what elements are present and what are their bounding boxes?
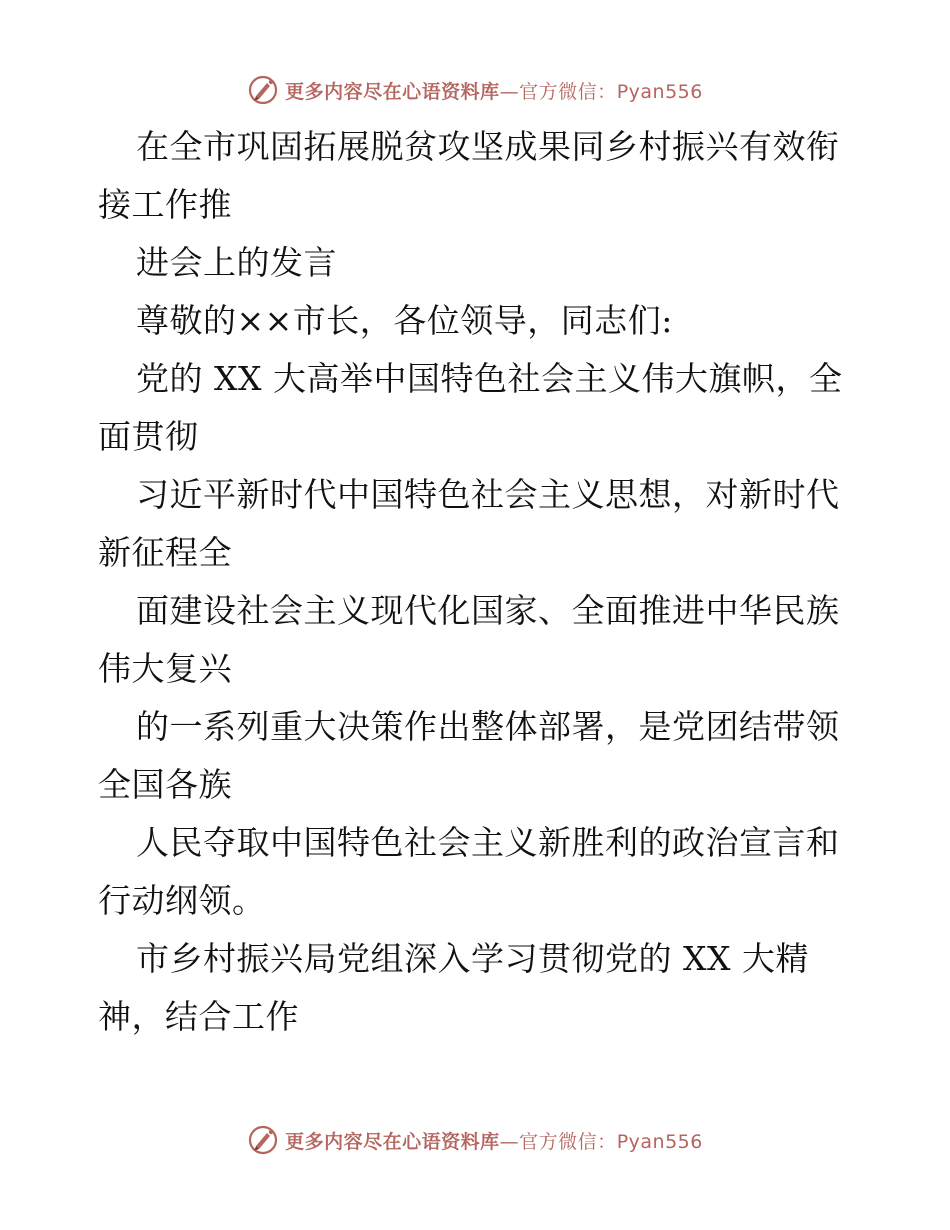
footer-separator: — [499,1130,520,1153]
text-line: 新征程全 [98,533,232,572]
banner-wechat-label: 官方微信： [519,80,617,103]
text-line: 党的 XX 大高举中国特色社会主义伟大旗帜，全 [136,359,843,398]
footer-banner [0,1120,950,1160]
text-line: 接工作推 [98,185,232,224]
pen-circle-logo-icon [247,74,279,106]
text-line: 人民夺取中国特色社会主义新胜利的政治宣言和 [136,823,840,862]
text-line: 的一系列重大决策作出整体部署，是党团结带领 [136,707,840,746]
text-line: 行动纲领。 [98,881,266,920]
text-line: 习近平新时代中国特色社会主义思想，对新时代 [136,475,840,514]
header-banner [0,70,950,110]
text-line: 伟大复兴 [98,649,232,688]
text-line: 全国各族 [98,765,232,804]
banner-separator: — [499,80,520,103]
footer-site-text: 更多内容尽在心语资料库 [285,1130,500,1153]
text-line: 进会上的发言 [136,243,337,282]
footer-wechat-label: 官方微信： [519,1130,617,1153]
text-line: 市乡村振兴局党组深入学习贯彻党的 XX 大精 [136,939,809,978]
banner-wechat-id: Pyan556 [616,80,703,103]
text-line: 神，结合工作 [98,997,299,1036]
text-line: 面建设社会主义现代化国家、全面推进中华民族 [136,591,840,630]
pen-circle-logo-icon [247,1124,279,1156]
text-line: 尊敬的××市长，各位领导，同志们: [136,301,673,340]
footer-wechat-id: Pyan556 [616,1130,703,1153]
banner-site-text: 更多内容尽在心语资料库 [285,80,500,103]
document-body [98,118,858,1046]
text-line: 面贯彻 [98,417,199,456]
text-line: 在全市巩固拓展脱贫攻坚成果同乡村振兴有效衔 [136,127,840,166]
